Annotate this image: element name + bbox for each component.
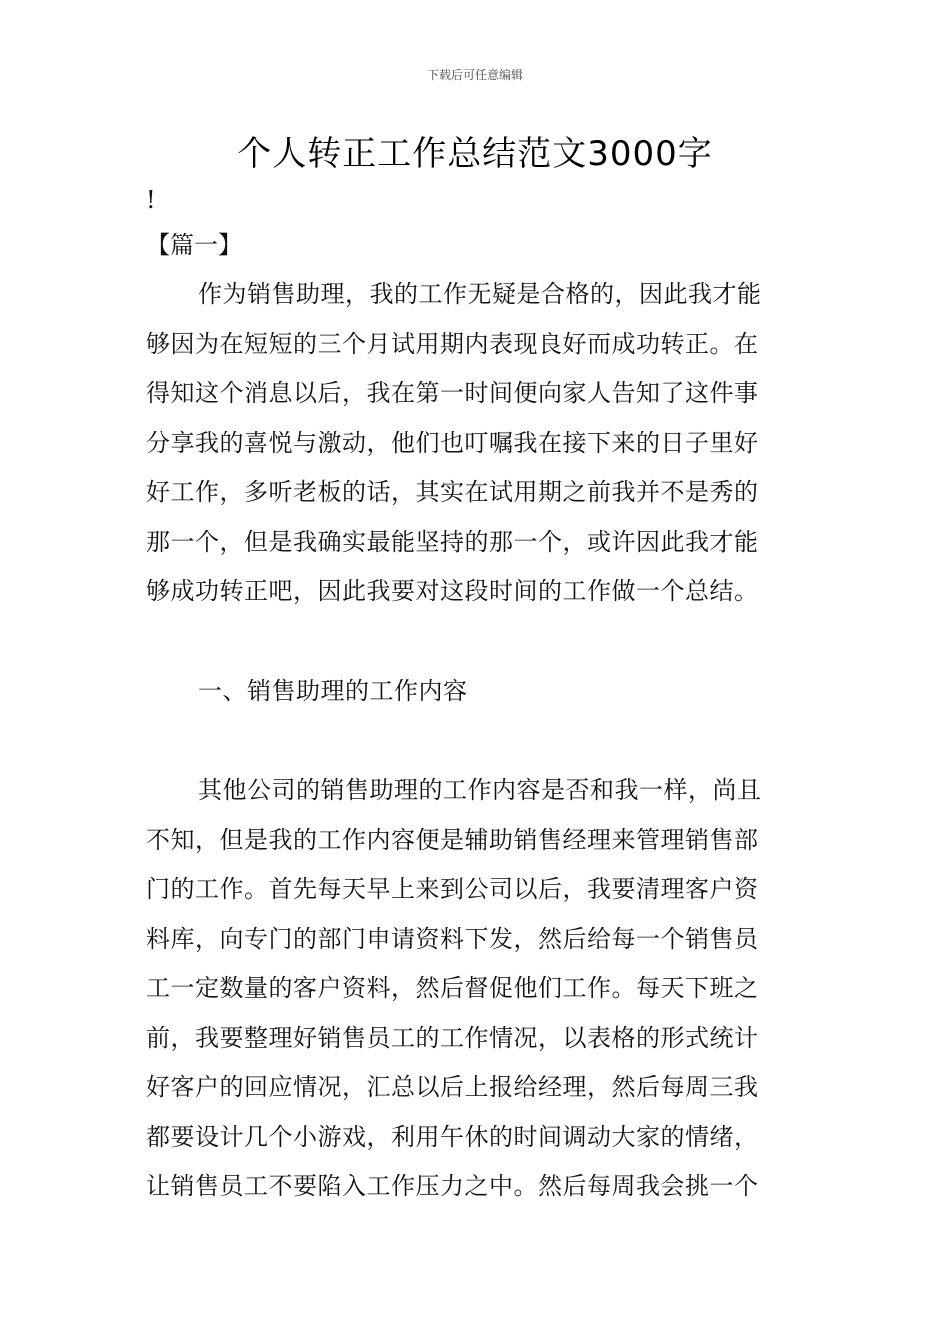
- paragraph-line: 工一定数量的客户资料，然后督促他们工作。每天下班之: [146, 974, 759, 1002]
- paragraph-line: 前，我要整理好销售员工的工作情况，以表格的形式统计: [146, 1023, 759, 1052]
- paragraph-line: 其他公司的销售助理的工作内容是否和我一样，尚且: [198, 776, 762, 804]
- paragraph-line: 得知这个消息以后，我在第一时间便向家人告知了这件事: [146, 379, 759, 407]
- spacer: [146, 716, 806, 766]
- paragraph-line: 那一个，但是我确实最能坚持的那一个，或许因此我才能: [146, 527, 759, 556]
- paragraph-line: 料库，向专门的部门申请资料下发，然后给每一个销售员: [146, 924, 759, 953]
- exclamation-mark: !: [146, 186, 156, 214]
- paragraph-1: [146, 270, 806, 617]
- paragraph-line: 让销售员工不要陷入工作压力之中。然后每周我会挑一个: [146, 1172, 759, 1200]
- paragraph-line: 门的工作。首先每天早上来到公司以后，我要清理客户资: [146, 875, 759, 903]
- section-heading: 一、销售助理的工作内容: [198, 676, 468, 705]
- paragraph-line: 都要设计几个小游戏，利用午休的时间调动大家的情绪，: [146, 1122, 759, 1151]
- paragraph-line: 作为销售助理，我的工作无疑是合格的，因此我才能: [198, 280, 762, 308]
- paragraph-line: 好工作，多听老板的话，其实在试用期之前我并不是秀的: [146, 478, 759, 506]
- paragraph-line: 够因为在短短的三个月试用期内表现良好而成功转正。在: [146, 329, 759, 358]
- spacer: [146, 617, 806, 667]
- document-title: 个人转正工作总结范文3000字: [237, 134, 713, 174]
- paragraph-line: 不知，但是我的工作内容便是辅助销售经理来管理销售部: [146, 825, 759, 854]
- document-body: [146, 180, 806, 1212]
- paragraph-line: 够成功转正吧，因此我要对这段时间的工作做一个总结。: [146, 577, 759, 605]
- paragraph-2: [146, 766, 806, 1212]
- section-label: 【篇一】: [146, 231, 242, 259]
- paragraph-line: 好客户的回应情况，汇总以后上报给经理，然后每周三我: [146, 1073, 759, 1101]
- page-header-note: 下载后可任意编辑: [426, 68, 523, 82]
- paragraph-line: 分享我的喜悦与激动，他们也叮嘱我在接下来的日子里好: [146, 428, 759, 457]
